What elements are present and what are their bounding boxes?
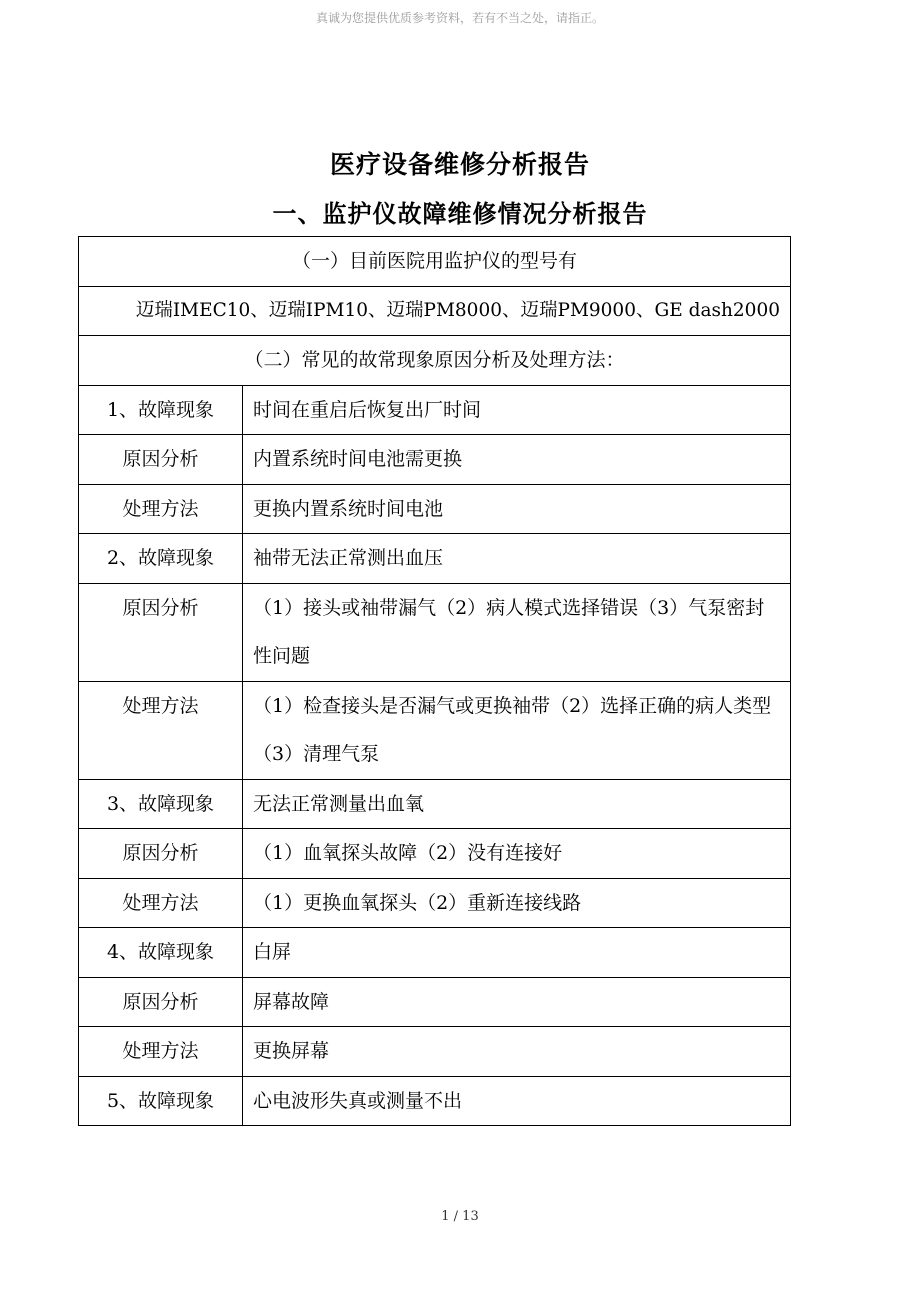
header-note: 真诚为您提供优质参考资料，若有不当之处，请指正。	[315, 11, 604, 25]
row-label: 处理方法	[79, 878, 243, 928]
row-label: 处理方法	[79, 681, 243, 779]
row-content: 屏幕故障	[243, 977, 791, 1027]
table-row	[79, 1027, 791, 1077]
row-label: 4、故障现象	[79, 928, 243, 978]
section-title: 一、监护仪故障维修情况分析报告	[272, 199, 648, 228]
row-content: 袖带无法正常测出血压	[243, 534, 791, 584]
table-row	[79, 1076, 791, 1126]
table-row	[79, 237, 791, 287]
table-row	[79, 583, 791, 681]
row-content: 更换内置系统时间电池	[243, 484, 791, 534]
row-content: 无法正常测量出血氧	[243, 779, 791, 829]
table-row	[79, 385, 791, 435]
row-content: 时间在重启后恢复出厂时间	[243, 385, 791, 435]
models-list: 迈瑞IMEC10、迈瑞IPM10、迈瑞PM8000、迈瑞PM9000、GE dash2000	[79, 286, 791, 336]
table-row	[79, 336, 791, 386]
table-row	[79, 779, 791, 829]
fault-analysis-table	[78, 236, 791, 1126]
row-content: 白屏	[243, 928, 791, 978]
table-row	[79, 534, 791, 584]
table-row	[79, 928, 791, 978]
row-label: 5、故障现象	[79, 1076, 243, 1126]
row-content: （1）血氧探头故障（2）没有连接好	[243, 829, 791, 879]
table-row	[79, 286, 791, 336]
row-label: 原因分析	[79, 829, 243, 879]
document-title: 医疗设备维修分析报告	[329, 150, 590, 179]
row-label: 处理方法	[79, 484, 243, 534]
row-label: 原因分析	[79, 583, 243, 681]
row-label: 原因分析	[79, 977, 243, 1027]
table-row	[79, 977, 791, 1027]
row-content: 心电波形失真或测量不出	[243, 1076, 791, 1126]
page-number: 1 / 13	[441, 1209, 479, 1224]
row-content: 内置系统时间电池需更换	[243, 435, 791, 485]
row-content: （1）接头或袖带漏气（2）病人模式选择错误（3）气泵密封性问题	[243, 583, 791, 681]
table-row	[79, 878, 791, 928]
row-label: 处理方法	[79, 1027, 243, 1077]
row-content: （1）更换血氧探头（2）重新连接线路	[243, 878, 791, 928]
row-label: 1、故障现象	[79, 385, 243, 435]
table-row	[79, 484, 791, 534]
models-heading: （一）目前医院用监护仪的型号有	[79, 237, 791, 287]
row-content: （1）检查接头是否漏气或更换袖带（2）选择正确的病人类型（3）清理气泵	[243, 681, 791, 779]
row-label: 原因分析	[79, 435, 243, 485]
table-row	[79, 435, 791, 485]
row-label: 3、故障现象	[79, 779, 243, 829]
table-row	[79, 681, 791, 779]
table-row	[79, 829, 791, 879]
faults-heading: （二）常见的故常现象原因分析及处理方法：	[79, 336, 791, 386]
row-label: 2、故障现象	[79, 534, 243, 584]
row-content: 更换屏幕	[243, 1027, 791, 1077]
